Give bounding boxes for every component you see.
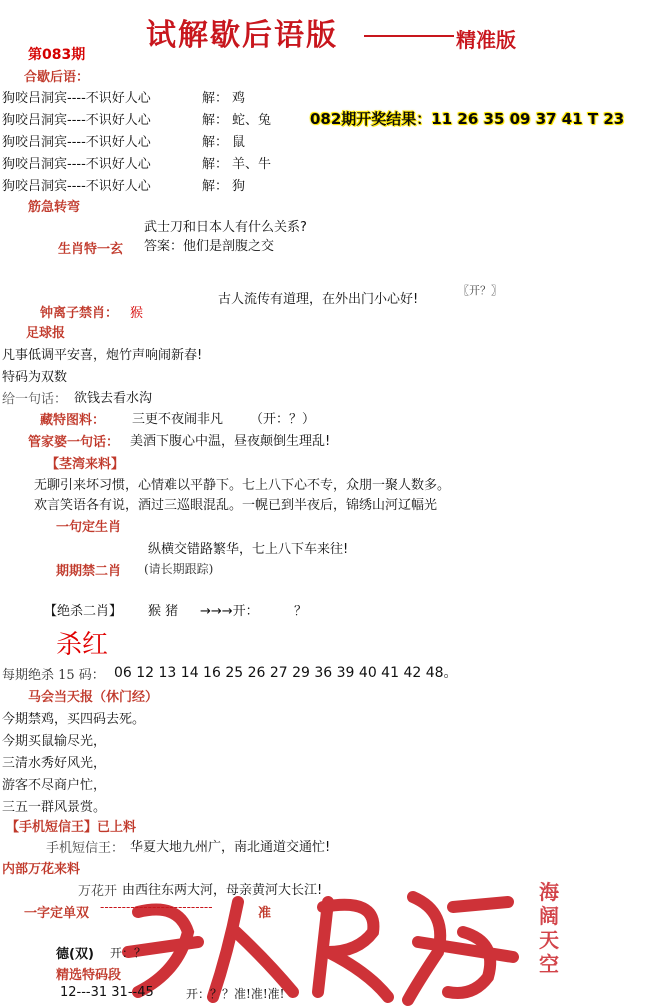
hidden-pic-value: 三更不夜闹非凡: [132, 412, 224, 427]
sms-value: 华夏大地九州广，南北通道交通忙!: [130, 840, 331, 855]
kill-two-label: 【绝杀二肖】: [44, 604, 123, 619]
riddle-label: 解：: [202, 91, 229, 106]
riddle-label: 解：: [202, 179, 229, 194]
riddle-text: 狗咬吕洞宾----不识好人心: [2, 91, 151, 106]
issue-number: 第083期: [28, 47, 86, 63]
title-dash-line: [364, 35, 454, 37]
football-line1: 凡事低调平安喜，炮竹声响闹新春!: [2, 348, 203, 363]
riddle-row: [2, 109, 272, 128]
riddle-row: [2, 131, 246, 150]
wanhua-label: 万花开: [78, 884, 118, 899]
horse-line: 游客不尽商户忙，: [2, 778, 107, 793]
proverb-text: 古人流传有道理，在外出门小心好!: [218, 292, 419, 307]
football-line2: 特码为双数: [2, 370, 68, 385]
single-double-suffix: 准: [258, 906, 272, 921]
zhongli-label: 钟离子禁肖：: [40, 306, 119, 321]
riddle-answer: 鸡: [232, 91, 246, 106]
riddle-answer: 狗: [232, 179, 246, 194]
football-heading: 足球报: [26, 326, 66, 341]
hidden-pic-label: 藏特图料：: [40, 413, 106, 428]
riddle-label: 解：: [202, 113, 229, 128]
de-kai: 开：？: [110, 946, 147, 960]
riddle-label: 解：: [202, 135, 229, 150]
kill-red-heading: 杀红: [56, 630, 109, 660]
kill15-numbers: 06 12 13 14 16 25 26 27 29 36 39 40 41 42 48。: [114, 665, 458, 681]
de-label: 德(双): [56, 947, 94, 962]
horse-heading: 马会当天报（休门经）: [28, 690, 159, 705]
chawan-line1: 无聊引来坏习惯，心情难以平静下。七上八下心不专，众朋一聚人数多。: [34, 478, 451, 493]
riddle-text: 狗咬吕洞宾----不识好人心: [2, 157, 151, 172]
chawan-heading: 【茎湾来料】: [46, 457, 125, 472]
riddle-row: [2, 175, 246, 194]
special-segment-kai: 开：？？准!准!准!: [186, 987, 285, 1001]
housekeeper-label: 管家婆一句话：: [28, 435, 120, 450]
kill15-label: 每期绝杀 15 码：: [2, 668, 105, 683]
page-subtitle: 精准版: [456, 28, 516, 52]
stamp-side-text: 海阔天空: [539, 880, 559, 976]
ban-two-heading: 期期禁二肖: [56, 564, 122, 579]
page-title: 试解歇后语版: [146, 18, 338, 53]
sms-heading: 【手机短信王】已上料: [6, 820, 137, 835]
horse-line: 今期买鼠输尽光，: [2, 734, 107, 749]
riddle-text: 狗咬吕洞宾----不识好人心: [2, 179, 151, 194]
kill-two-value: 猴 猪: [148, 604, 179, 619]
brain-teaser-heading: 筋急转弯: [28, 200, 81, 215]
proverb-kai: 〖开？〗: [458, 284, 502, 297]
calligraphy-stamp: [118, 882, 528, 1008]
riddle-heading: 合歇后语：: [24, 70, 90, 85]
hidden-pic-kai: （开：？）: [250, 412, 316, 427]
chawan-line2: 欢言笑语各有说，酒过三巡眼混乱。一幌已到半夜后，锦绣山河辽幅光: [34, 498, 438, 513]
housekeeper-value: 美酒下腹心中温，昼夜颠倒生理乱!: [130, 434, 331, 449]
kill-two-arrow: →→→开：: [200, 604, 259, 619]
brain-teaser-question: 武士刀和日本人有什么关系?: [144, 220, 307, 235]
riddle-answer: 鼠: [232, 135, 246, 150]
horse-line: 三清水秀好风光，: [2, 756, 107, 771]
riddle-answer: 羊、牛: [232, 157, 272, 172]
one-zodiac-heading: 一句定生肖: [56, 520, 122, 535]
riddle-text: 狗咬吕洞宾----不识好人心: [2, 135, 151, 150]
one-sentence-value: 欲钱去看水沟: [74, 391, 153, 406]
lottery-result: 082期开奖结果：11 26 35 09 37 41 T 23: [310, 110, 625, 128]
sms-label: 手机短信王：: [46, 841, 125, 856]
horse-line: 今期禁鸡，买四码去死。: [2, 712, 146, 727]
riddle-answer: 蛇、兔: [232, 113, 272, 128]
one-sentence-label: 给一句话：: [2, 392, 68, 407]
zhongli-value: 猴: [130, 306, 144, 321]
wanhua-value: 由西往东两大河，母亲黄河大长江!: [122, 883, 323, 898]
wanhua-heading: 内部万花来料: [2, 862, 81, 877]
single-double-label: 一字定单双: [24, 906, 90, 921]
single-double-dashes: --------------------------: [100, 900, 213, 914]
brain-teaser-answer: 答案：他们是剖腹之交: [144, 239, 275, 254]
kill-two-q: ？: [294, 604, 308, 619]
one-zodiac-text: 纵横交错路繁华，七上八下车来往!: [148, 542, 349, 557]
riddle-text: 狗咬吕洞宾----不识好人心: [2, 113, 151, 128]
ban-two-note: (请长期跟踪): [144, 562, 214, 576]
riddle-row: [2, 87, 246, 106]
riddle-row: [2, 153, 272, 172]
special-segment-values: 12---31 31--45: [60, 985, 154, 1000]
zodiac-label: 生肖特一玄: [58, 242, 124, 257]
special-segment-heading: 精选特码段: [56, 968, 122, 983]
riddle-label: 解：: [202, 157, 229, 172]
horse-line: 三五一群风景赏。: [2, 800, 107, 815]
